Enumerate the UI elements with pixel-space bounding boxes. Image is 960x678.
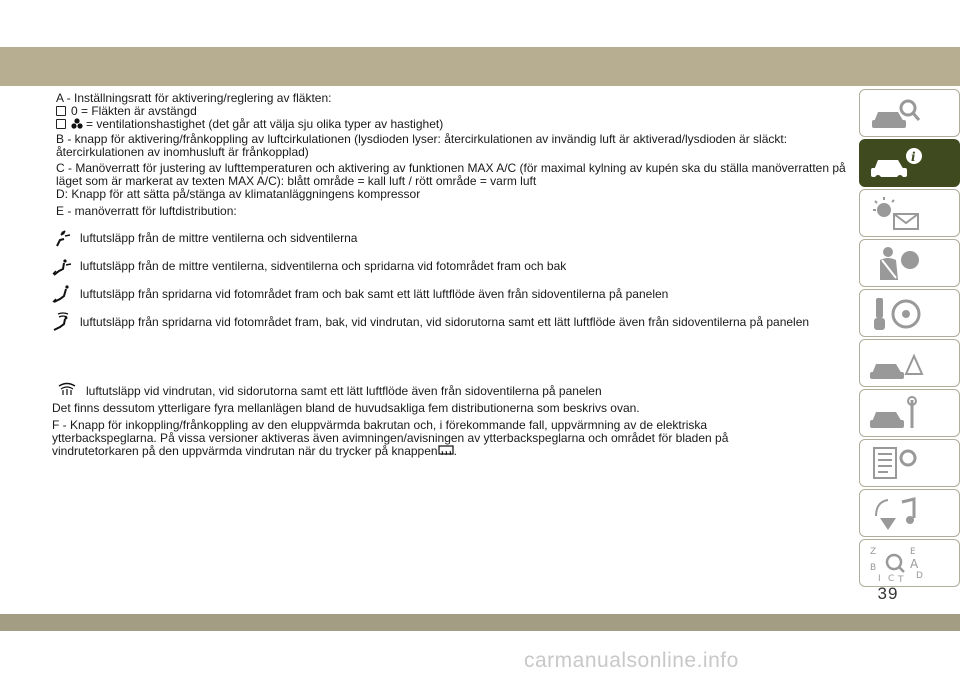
warning-light-message-icon bbox=[868, 194, 924, 234]
car-info-icon bbox=[868, 144, 924, 184]
section-e-title: E - manöverratt för luftdistribution: bbox=[56, 204, 237, 218]
section-a-item-speed bbox=[56, 118, 443, 131]
section-f-body: F - Knapp för inkoppling/frånkoppling av den eluppvärmda bakrutan och, i förekommande fall, uppvärmning av de elektriska ytterbackspeglarna. På vissa versioner aktiveras även avimningen/avisningen av ytterbackspeglarna och området för bladen på vindrutetorkaren på den uppvärmda vindrutan när du trycker på knappen bbox=[52, 418, 729, 458]
section-a-item-0-text: 0 = Fläkten är avstängd bbox=[71, 104, 197, 118]
face-feet-vent-icon bbox=[52, 257, 74, 277]
extra-text: Det finns dessutom ytterligare fyra mellanlägen bland de huvudsakliga fem distributionerna som beskrivs ovan. bbox=[52, 401, 640, 415]
index-letter: C bbox=[888, 574, 895, 584]
section-d-text: D: Knapp för att sätta på/stänga av klimatanläggningens kompressor bbox=[56, 187, 421, 201]
index-letter: A bbox=[910, 557, 919, 571]
checkbox-icon bbox=[56, 106, 66, 116]
index-letter: D bbox=[916, 571, 923, 581]
technical-data-gear-icon bbox=[868, 444, 924, 484]
section-c-text: C - Manöverratt för justering av lufttemperaturen och aktivering av funktionen MAX A/C (för maximal kylning av kupén ska du ställa manöverratten på läget som är markerat av texten MAX A/C): blått område = kall luft / rött område = varm luft bbox=[56, 161, 846, 188]
footer-band bbox=[0, 614, 960, 631]
checkbox-icon bbox=[56, 119, 66, 129]
header-band bbox=[0, 47, 960, 86]
tab-car-search[interactable] bbox=[859, 89, 960, 137]
tab-multimedia[interactable] bbox=[859, 489, 960, 537]
index-letter: Z bbox=[870, 547, 877, 557]
section-f-text bbox=[52, 419, 812, 458]
feet-defrost-vent-icon bbox=[52, 312, 74, 332]
multimedia-music-icon bbox=[868, 494, 924, 534]
tab-car-emergency[interactable] bbox=[859, 339, 960, 387]
tab-car-info[interactable] bbox=[859, 139, 960, 187]
dist-item-0: luftutsläpp från de mittre ventilerna och sidventilerna bbox=[80, 231, 358, 245]
car-wrench-icon bbox=[868, 394, 924, 434]
dist-item-1: luftutsläpp från de mittre ventilerna, sidventilerna och spridarna vid fotområdet fram och bak bbox=[80, 259, 567, 273]
index-letter: T bbox=[898, 575, 904, 584]
dist-item-4: luftutsläpp vid vindrutan, vid sidorutorna samt ett lätt luftflöde även från sidoventilerna på panelen bbox=[86, 384, 602, 398]
feet-vent-icon bbox=[52, 284, 74, 304]
index-letter: I bbox=[878, 574, 881, 584]
dist-item-3: luftutsläpp från spridarna vid fotområdet fram, bak, vid vindrutan, vid sidorutorna samt ett lätt luftflöde även från sidoventilerna på panelen bbox=[80, 315, 810, 329]
rear-defrost-icon bbox=[438, 445, 454, 457]
tab-technical-data[interactable] bbox=[859, 439, 960, 487]
windshield-defrost-icon bbox=[56, 380, 78, 400]
car-search-icon bbox=[868, 94, 924, 134]
watermark: carmanualsonline.info bbox=[524, 649, 739, 672]
fan-icon bbox=[71, 118, 83, 130]
section-a-title: A - Inställningsratt för aktivering/reglering av fläkten: bbox=[56, 91, 332, 105]
index-alphabet-icon bbox=[868, 544, 924, 584]
tab-car-wrench[interactable] bbox=[859, 389, 960, 437]
svg-text:i: i bbox=[911, 150, 916, 164]
page-number: 39 bbox=[877, 584, 899, 603]
dist-item-2: luftutsläpp från spridarna vid fotområdet fram och bak samt ett lätt luftflöde även från sidoventilerna på panelen bbox=[80, 287, 669, 301]
top-margin bbox=[0, 0, 960, 47]
tab-index[interactable] bbox=[859, 539, 960, 587]
index-letter: E bbox=[910, 547, 916, 557]
face-vent-icon bbox=[52, 228, 74, 248]
tab-key-steering[interactable] bbox=[859, 289, 960, 337]
index-letter: B bbox=[870, 563, 877, 573]
key-steering-wheel-icon bbox=[868, 294, 924, 334]
section-f-end: . bbox=[453, 444, 457, 458]
seatbelt-airbag-icon bbox=[868, 244, 924, 284]
tab-seatbelt-airbag[interactable] bbox=[859, 239, 960, 287]
car-emergency-icon bbox=[868, 344, 924, 384]
tab-warning-message[interactable] bbox=[859, 189, 960, 237]
section-a-item-speed-text: = ventilationshastighet (det går att välja sju olika typer av hastighet) bbox=[86, 117, 444, 131]
section-b-text: B - knapp för aktivering/frånkoppling av luftcirkulationen (lysdioden lyser: återcirkulationen av invändig luft är aktiverad/lysdioden är släckt: återcirkulationen av inomhusluft är frånkopplad) bbox=[56, 132, 788, 159]
